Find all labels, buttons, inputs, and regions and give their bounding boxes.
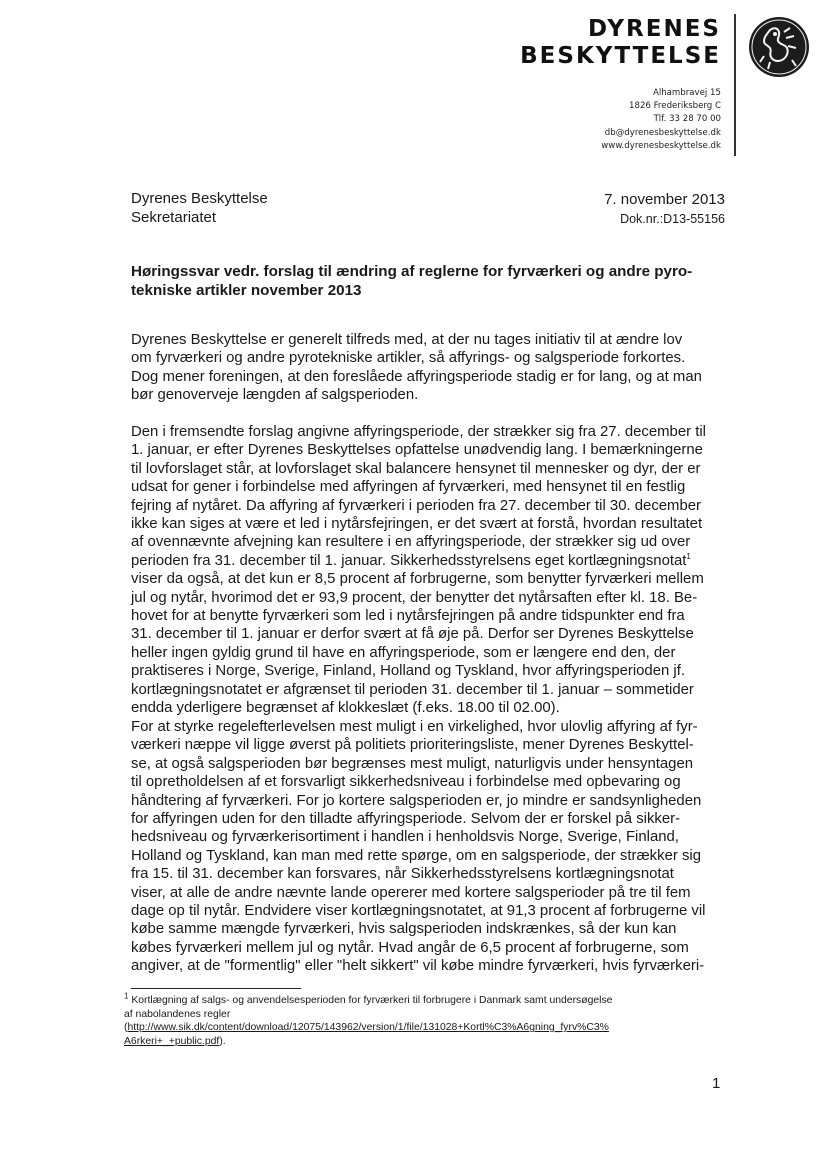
text-line: købe samme mængde fyrværkeri, hvis salgsperioden indskrænkes, så der kun kan (131, 921, 677, 938)
page-number: 1 (712, 1075, 721, 1092)
footnote-line (124, 991, 613, 1008)
footnote-paren: ). (219, 1035, 226, 1047)
text-line: bør genoverveje længden af salgsperioden. (131, 387, 419, 404)
letterhead-divider (734, 14, 736, 156)
text-line: håndtering af fyrværkeri. For jo kortere salgsperioden er, jo mindre er sandsynligheden (131, 792, 702, 809)
text-line: Den i fremsendte forslag angivne affyringsperiode, der strækker sig fra 27. december til (131, 424, 706, 440)
text-line: For at styrke regelefterlevelsen mest muligt i en virkelighed, hvor ulovlig affyring af fyr- (131, 719, 698, 735)
paragraph-1 (131, 331, 702, 405)
text-line (131, 552, 706, 570)
text-line: til opretholdelsen af et forsvarligt sikkerhedsniveau i forbindelse med opbevaring og (131, 774, 681, 791)
address-street: Alhambravej 15 (652, 88, 721, 98)
sender-block (131, 189, 268, 227)
text-line: praktiseres i Norge, Sverige, Finland, Holland og Tyskland, hvor affyringsperioden jf. (131, 663, 685, 680)
text-line: viser da også, at det kun er 8,5 procent af forbrugerne, som benytter fyrværkeri mellem (131, 571, 704, 588)
text-line: ikke kan siges at være et led i nytårsfejringen, er det svært at forstå, hvordan resultatet (131, 516, 703, 533)
address-phone: Tlf. 33 28 70 00 (653, 114, 721, 125)
text-line: købes fyrværkeri mellem jul og nytår. Hvad angår de 6,5 procent af forbrugerne, som (131, 939, 689, 956)
address-website: www.dyrenesbeskyttelse.dk (601, 140, 721, 151)
text-line: til lovforslaget står, at lovforslaget skal balancere hensynet til mennesker og dyr, der er (131, 460, 701, 477)
text-line: endda yderligere begrænset af klokkeslæt (f.eks. 18.00 til 02.00). (131, 700, 560, 717)
text-line: hedsniveau og fyrværkerisortiment i handlen i henholdsvis Norge, Sverige, Finland, (131, 829, 679, 846)
text-line: se, at også salgsperioden bør begrænses mest muligt, naturligvis under hensyntagen (131, 755, 694, 772)
org-name-line2: BESKYTTELSE (520, 43, 721, 69)
text-line: af ovennævnte afvejning kan resultere i en affyringsperiode, der strækker sig ud over (131, 534, 691, 551)
footnote-link[interactable]: A6rkeri+_+public.pdf (124, 1035, 220, 1047)
footnote-link[interactable]: http://www.sik.dk/content/download/12075/143962/version/1/file/131028+Kortl%C3%A6gning_fyrv%C3% (127, 1022, 609, 1034)
text-line: jul og nytår, hvorimod det er 93,9 procent, der benytter det nytårsaften efter kl. 18. Be- (131, 589, 698, 606)
heading-line: tekniske artikler november 2013 (131, 282, 362, 299)
seal-logo-icon (748, 16, 810, 78)
address-email: db@dyrenesbeskyttelse.dk (604, 127, 721, 138)
letter-heading (131, 262, 706, 300)
paragraph-2 (131, 423, 706, 718)
footnote-line: af nabolandenes regler (124, 1008, 231, 1020)
document-number: Dok.nr.:D13-55156 (620, 212, 725, 226)
org-name-line1: DYRENES (587, 16, 721, 42)
footnote-separator (131, 988, 301, 989)
footnote-line (124, 1021, 612, 1035)
sender-department: Sekretariatet (131, 209, 217, 226)
footnote-marker: 1 (124, 991, 129, 1001)
footnote-paren: ( (124, 1022, 128, 1034)
footnote-text: Kortlægning af salgs- og anvendelsesperioden for fyrværkeri til forbrugere i Danmark samt undersøgelse (131, 995, 613, 1006)
text-line: dage op til nytår. Endvidere viser kortlægningsnotatet, at 91,3 procent af forbrugerne vil (131, 903, 706, 920)
text-line: kortlægningsnotatet er afgrænset til perioden 31. december til 1. januar – sommetider (131, 681, 694, 698)
sender-name: Dyrenes Beskyttelse (131, 190, 268, 207)
text-line: hovet for at benytte fyrværkeri som led i nytårsfejringen på andre tidspunkter end fra (131, 608, 685, 625)
footnote-line (124, 1035, 612, 1049)
text-line: fejring af nytåret. Da affyring af fyrværkeri i perioden fra 27. december til 30. december (131, 497, 701, 514)
text-line: fra 15. til 31. december kan forsvares, når Sikkerhedsstyrelsens kortlægningsnotat (131, 866, 674, 883)
text-line-content: perioden fra 31. december til 1. januar. Sikkerhedsstyrelsens eget kortlægningsnotat (131, 552, 687, 569)
footnote-reference: 1 (686, 551, 691, 561)
text-line: 31. december til 1. januar er derfor svært at få øje på. Derfor ser Dyrenes Beskyttelse (131, 626, 694, 643)
org-address (601, 87, 721, 153)
text-line: om fyrværkeri og andre pyrotekniske artikler, så affyrings- og salgsperiode forkortes. (131, 350, 686, 367)
text-line: viser, at alle de andre nævnte lande opererer med kortere salgsperioder på tre til fem (131, 884, 691, 901)
text-line: Holland og Tyskland, kan man med rette spørge, om en salgsperiode, der strækker sig (131, 847, 701, 864)
text-line: angiver, at de "formentlig" eller "helt sikkert" vil købe mindre fyrværkeri, hvis fyrværkeri- (131, 958, 705, 975)
letter-date: 7. november 2013 (604, 191, 725, 208)
paragraph-3 (131, 718, 705, 976)
text-line: Dog mener foreningen, at den foreslåede affyringsperiode stadig er for lang, og at man (131, 368, 702, 385)
text-line: værkeri næppe vil ligge øverst på politiets prioriteringsliste, mener Dyrenes Beskyttel- (131, 737, 694, 754)
heading-line: Høringssvar vedr. forslag til ændring af reglerne for fyrværkeri og andre pyro- (131, 263, 693, 280)
organization-name (520, 16, 721, 70)
footnote (124, 991, 613, 1048)
address-city: 1826 Frederiksberg C (629, 101, 721, 112)
text-line: Dyrenes Beskyttelse er generelt tilfreds med, at der nu tages initiativ til at ændre lov (131, 332, 683, 348)
text-line: 1. januar, er efter Dyrenes Beskyttelses opfattelse unødvendig lang. I bemærkningerne (131, 442, 703, 459)
text-line: heller ingen gyldig grund til have en affyringsperiode, som er længere end den, der (131, 644, 676, 661)
text-line: for affyringen uden for den tilladte affyringsperiode. Selvom der er forskel på sikker- (131, 811, 681, 828)
text-line: udsat for gener i forbindelse med affyringen af fyrværkeri, med hensynet til en festlig (131, 479, 686, 496)
